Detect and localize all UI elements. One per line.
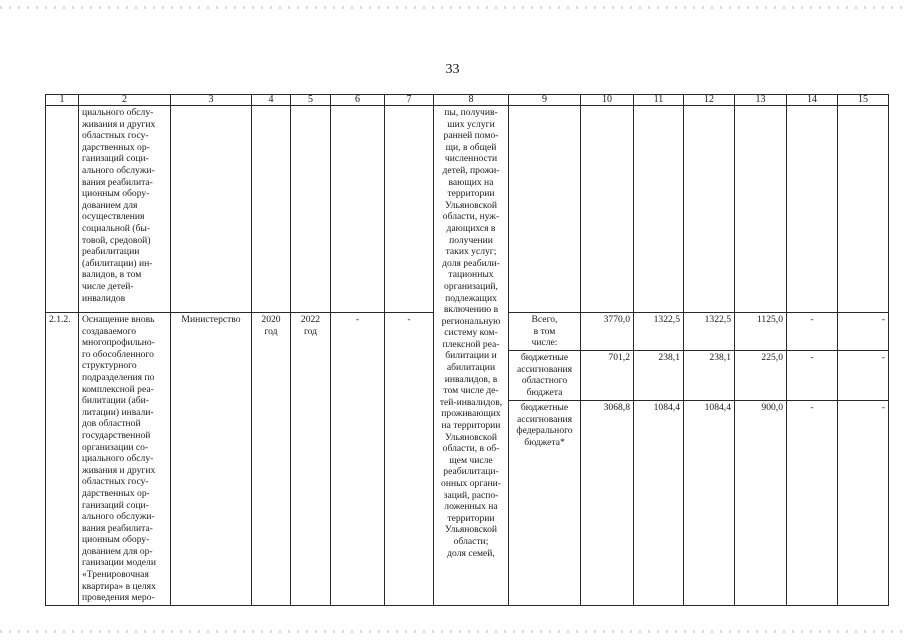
- value-cell: 701,2: [581, 351, 634, 401]
- header-row: [46, 95, 889, 106]
- funding-source-cell: бюджетные ассигнования областного бюджета: [509, 351, 581, 401]
- row-number-cell: 2.1.2.: [46, 313, 79, 606]
- funding-source-cell: бюджетные ассигнования федерального бюджета*: [509, 401, 581, 606]
- header-cell: 2: [79, 95, 171, 106]
- header-cell: 6: [331, 95, 385, 106]
- value-cell: -: [838, 313, 889, 351]
- value-cell: 1125,0: [735, 313, 787, 351]
- start-year-cell: [252, 106, 291, 313]
- value-cell: 1084,4: [634, 401, 684, 606]
- value-cell: [838, 106, 889, 313]
- header-cell: 7: [385, 95, 434, 106]
- value-cell: 225,0: [735, 351, 787, 401]
- header-cell: 15: [838, 95, 889, 106]
- cell-col-6: [331, 106, 385, 313]
- cell-col-6: -: [331, 313, 385, 606]
- value-cell: -: [787, 313, 838, 351]
- header-cell: 12: [684, 95, 735, 106]
- value-cell: 1322,5: [684, 313, 735, 351]
- header-cell: 8: [434, 95, 509, 106]
- header-cell: 14: [787, 95, 838, 106]
- value-cell: [634, 106, 684, 313]
- executor-cell: [171, 106, 252, 313]
- header-cell: 4: [252, 95, 291, 106]
- value-cell: 1084,4: [684, 401, 735, 606]
- program-table: [45, 94, 889, 606]
- value-cell: -: [838, 401, 889, 606]
- header-cell: 10: [581, 95, 634, 106]
- cell-col-7: [385, 106, 434, 313]
- value-cell: 900,0: [735, 401, 787, 606]
- measure-description-cell: Оснащение вновь создаваемого многопрофильно- го обособленного структурного подразделения по комплексной реа- билитации (аби- литации) инвали- дов областной государственной организации со- циального обслу- живания и других областных госу- дарственных ор- ганизаций соци- ального обслужи- вания реабилита- ционным обору- дованием для ор- ганизации модели «Тренировочная квартира» в целях проведения меро-: [79, 313, 171, 606]
- value-cell: 238,1: [684, 351, 735, 401]
- scan-edge-top: [0, 6, 905, 9]
- executor-cell: Министерство: [171, 313, 252, 606]
- header-cell: 5: [291, 95, 331, 106]
- value-cell: -: [838, 351, 889, 401]
- value-cell: 3770,0: [581, 313, 634, 351]
- start-year-cell: 2020 год: [252, 313, 291, 606]
- value-cell: -: [787, 351, 838, 401]
- header-cell: 9: [509, 95, 581, 106]
- value-cell: [735, 106, 787, 313]
- target-indicators-cell: пы, получив- ших услуги ранней помо- щи, в общей численности детей, прожи- вающих на территории Ульяновской области, нуж- дающихся в получении таких услуг; доля реабили- тационных организаций, подлежащих включению в региональную систему ком- плексной реа- билитации и абилитации инвалидов, в том числе де- тей-инвалидов, проживающих на территории Ульяновской области, в об- щем числе реабилитаци- онных органи- заций, распо- ложенных на территории Ульяновской области; доля семей,: [434, 106, 509, 606]
- cell-col-7: -: [385, 313, 434, 606]
- header-cell: 3: [171, 95, 252, 106]
- scan-edge-bottom: [0, 630, 905, 633]
- header-cell: 11: [634, 95, 684, 106]
- header-cell: 1: [46, 95, 79, 106]
- measure-description-cell: циального обслу- живания и других областных госу- дарственных ор- ганизаций соци- ального обслужи- вания реабилита- ционным обору- дованием для осуществления социальной (бы- товой, средовой) реабилитации (абилитации) ин- валидов, в том числе детей- инвалидов: [79, 106, 171, 313]
- page-number: 33: [445, 62, 460, 77]
- value-cell: -: [787, 401, 838, 606]
- value-cell: [787, 106, 838, 313]
- header-cell: 13: [735, 95, 787, 106]
- value-cell: [684, 106, 735, 313]
- value-cell: 3068,8: [581, 401, 634, 606]
- funding-source-cell: Всего, в том числе:: [509, 313, 581, 351]
- value-cell: 1322,5: [634, 313, 684, 351]
- funding-source-cell: [509, 106, 581, 313]
- row-number-cell: [46, 106, 79, 313]
- value-cell: 238,1: [634, 351, 684, 401]
- end-year-cell: 2022 год: [291, 313, 331, 606]
- value-cell: [581, 106, 634, 313]
- table-row-continuation: [46, 106, 889, 313]
- end-year-cell: [291, 106, 331, 313]
